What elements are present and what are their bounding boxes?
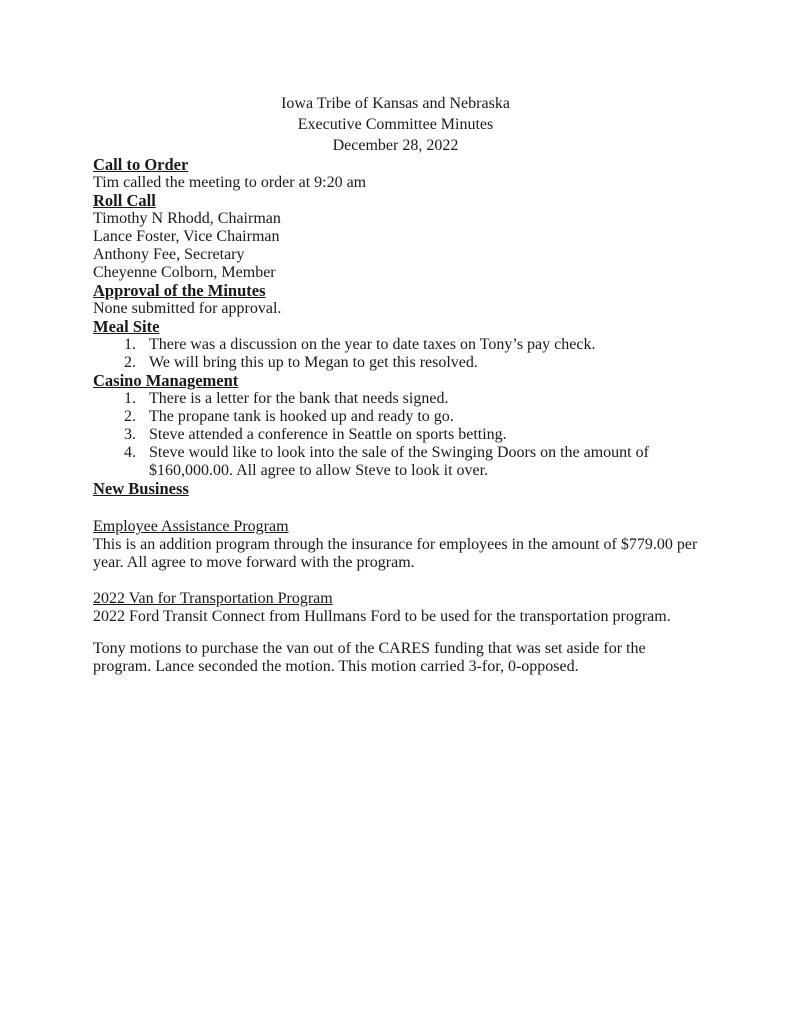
list-item: 3. Steve attended a conference in Seattle on sports betting. [140, 426, 698, 444]
roll-call-member: Anthony Fee, Secretary [93, 246, 245, 263]
subsection-employee-assistance [93, 518, 698, 572]
section-roll-call [93, 192, 698, 282]
transportation-van-subheading: 2022 Van for Transportation Program [93, 590, 333, 607]
list-item: 4. Steve would like to look into the sale of the Swinging Doors on the amount of $160,000.00. All agree to allow Steve to look it over. [140, 444, 698, 480]
document-title-block [93, 93, 698, 156]
section-approval-of-minutes [93, 282, 698, 318]
list-item: 1. There was a discussion on the year to date taxes on Tony’s pay check. [140, 336, 698, 354]
section-call-to-order [93, 156, 698, 192]
casino-management-heading: Casino Management [93, 371, 239, 390]
list-item: 2. We will bring this up to Megan to get this resolved. [140, 354, 698, 372]
new-business-heading: New Business [93, 479, 189, 498]
list-item: 2. The propane tank is hooked up and ready to go. [140, 408, 698, 426]
list-item: 1. There is a letter for the bank that needs signed. [140, 390, 698, 408]
meal-site-list [93, 336, 698, 372]
section-new-business [93, 480, 698, 676]
motion-paragraph: Tony motions to purchase the van out of the CARES funding that was set aside for the program. Lance seconded the motion. This motion carried 3-for, 0-opposed. [93, 640, 646, 675]
roll-call-member: Timothy N Rhodd, Chairman [93, 210, 281, 227]
roll-call-member: Cheyenne Colborn, Member [93, 264, 276, 281]
employee-assistance-body: This is an addition program through the insurance for employees in the amount of $779.00 per year. All agree to move forward with the program. [93, 536, 698, 571]
section-meal-site [93, 318, 698, 372]
document-type: Executive Committee Minutes [297, 116, 494, 133]
call-to-order-heading: Call to Order [93, 155, 189, 174]
approval-heading: Approval of the Minutes [93, 281, 266, 300]
document-date: December 28, 2022 [332, 137, 459, 154]
call-to-order-body: Tim called the meeting to order at 9:20 am [93, 174, 367, 191]
roll-call-heading: Roll Call [93, 191, 156, 210]
subsection-transportation-van [93, 590, 698, 626]
employee-assistance-subheading: Employee Assistance Program [93, 518, 289, 535]
roll-call-member: Lance Foster, Vice Chairman [93, 228, 280, 245]
transportation-van-body: 2022 Ford Transit Connect from Hullmans Ford to be used for the transportation program. [93, 608, 671, 625]
approval-body: None submitted for approval. [93, 300, 282, 317]
org-name: Iowa Tribe of Kansas and Nebraska [281, 95, 510, 112]
section-casino-management [93, 372, 698, 480]
casino-management-list [93, 390, 698, 480]
meal-site-heading: Meal Site [93, 317, 160, 336]
